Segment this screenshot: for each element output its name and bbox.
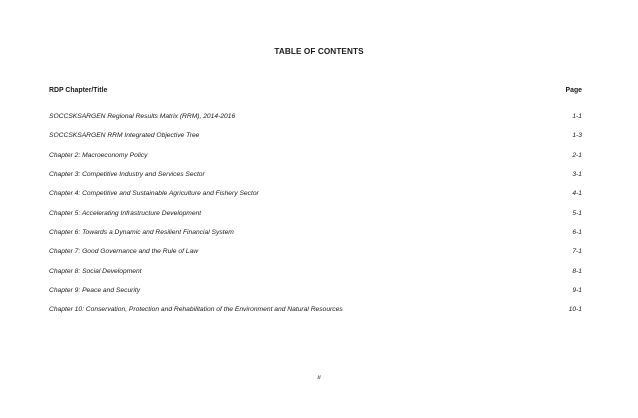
toc-entry-chapter-8 xyxy=(49,268,582,287)
toc-entry-title: Chapter 6: Towards a Dynamic and Resilient Financial System xyxy=(49,229,234,237)
toc-entry-rrm xyxy=(49,113,582,132)
toc-entry-chapter-7 xyxy=(49,248,582,267)
toc-entry-title: Chapter 7: Good Governance and the Rule of Law xyxy=(49,248,199,256)
toc-entry-page: 1-3 xyxy=(572,132,582,140)
toc-entry-page: 1-1 xyxy=(572,113,582,120)
toc-entry-page: 4-1 xyxy=(572,190,582,198)
toc-header xyxy=(49,87,582,99)
toc-entry-chapter-9 xyxy=(49,287,582,306)
toc-entry-title: Chapter 4: Competitive and Sustainable Agriculture and Fishery Sector xyxy=(49,190,259,198)
page-column-header: Page xyxy=(565,87,582,94)
toc-entry-page: 9-1 xyxy=(572,287,582,295)
toc-entry-title: Chapter 10: Conservation, Protection and Rehabilitation of the Environment and Natural Resources xyxy=(49,306,343,314)
chapter-title-column-header: RDP Chapter/Title xyxy=(49,87,108,94)
toc-entry-title: SOCCSKSARGEN Regional Results Matrix (RRM), 2014-2016 xyxy=(49,113,236,120)
toc-entry-page: 5-1 xyxy=(572,209,582,217)
toc-entry-page: 7-1 xyxy=(572,248,582,256)
toc-entry-chapter-2 xyxy=(49,152,582,171)
toc-entry-chapter-5 xyxy=(49,210,582,229)
toc-entry-list xyxy=(49,113,582,326)
toc-entry-title: SOCCSKSARGEN RRM Integrated Objective Tree xyxy=(49,132,200,140)
toc-entry-title: Chapter 5: Accelerating Infrastructure Development xyxy=(49,209,202,217)
toc-title: TABLE OF CONTENTS xyxy=(274,47,364,56)
toc-entry-title: Chapter 8: Social Development xyxy=(49,267,142,275)
toc-entry-chapter-3 xyxy=(49,171,582,190)
toc-entry-objective-tree xyxy=(49,132,582,151)
toc-entry-title: Chapter 2: Macroeconomy Policy xyxy=(49,151,148,159)
toc-entry-page: 3-1 xyxy=(572,171,582,179)
toc-entry-page: 6-1 xyxy=(572,229,582,237)
toc-entry-chapter-6 xyxy=(49,229,582,248)
toc-entry-page: 10-1 xyxy=(568,306,582,314)
toc-entry-chapter-10 xyxy=(49,306,582,325)
toc-entry-title: Chapter 3: Competitive Industry and Services Sector xyxy=(49,171,205,179)
toc-entry-page: 2-1 xyxy=(572,151,582,159)
toc-entry-page: 8-1 xyxy=(572,267,582,275)
toc-entry-chapter-4 xyxy=(49,190,582,209)
toc-entry-title: Chapter 9: Peace and Security xyxy=(49,287,141,295)
page-number: ii xyxy=(317,374,321,381)
